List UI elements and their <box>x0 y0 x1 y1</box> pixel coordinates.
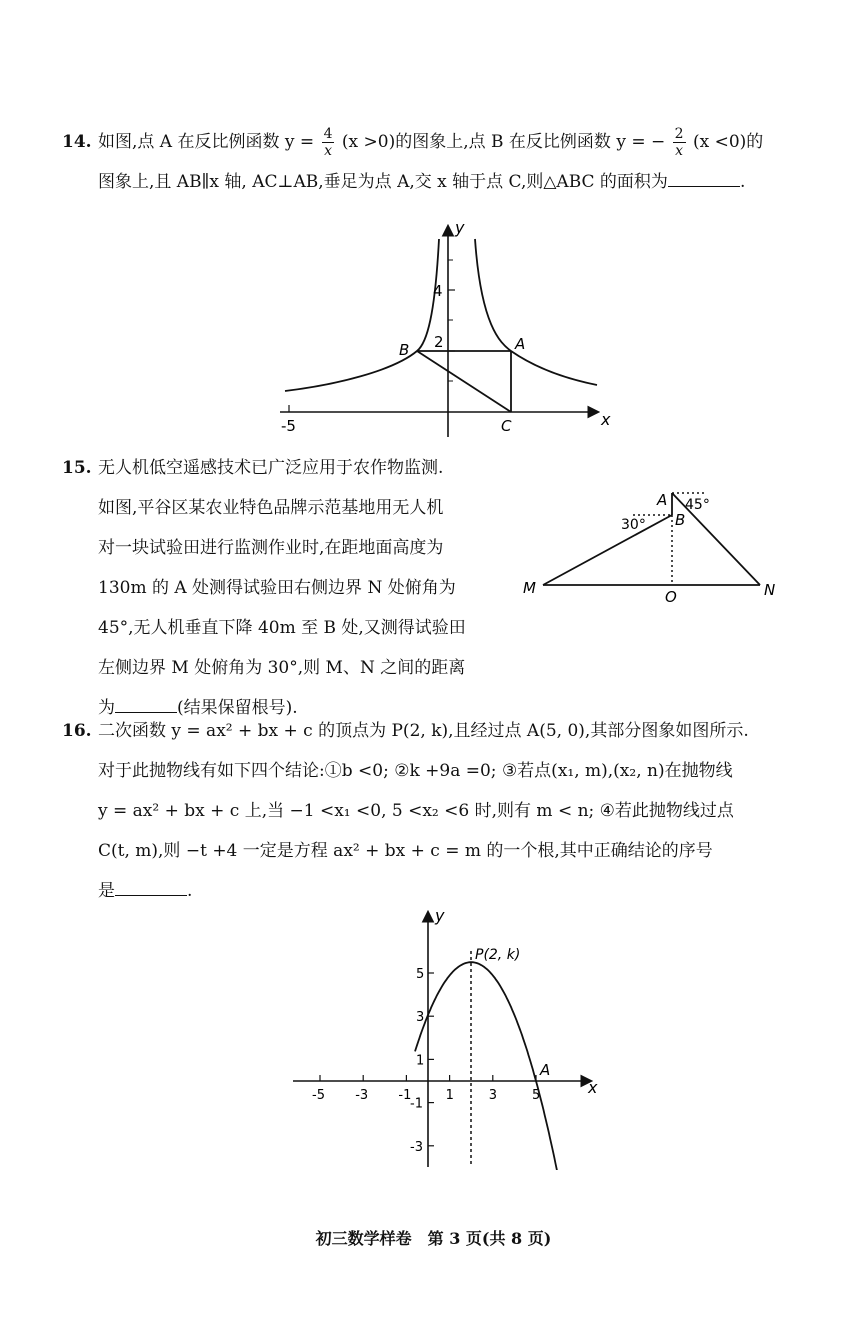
q14-point-A: A <box>515 335 526 353</box>
q15-label-N: N <box>764 581 776 599</box>
q16-text-5b: . <box>187 881 193 901</box>
q16-number: 16. <box>62 721 92 741</box>
q15-line-BM <box>543 515 672 585</box>
q15-label-B: B <box>675 511 686 529</box>
q15-line-1 <box>62 448 532 488</box>
q16-x-label: x <box>588 1078 598 1097</box>
q16-x-tick-label: -1 <box>398 1088 412 1103</box>
q16-parabola <box>415 962 558 1170</box>
question-16 <box>62 711 822 911</box>
q14-frac1-numerator: 4 <box>323 126 333 142</box>
q16-y-tick-label: 1 <box>416 1053 425 1069</box>
q15-line-4: 130m 的 A 处测得试验田右侧边界 N 处俯角为 <box>98 578 456 598</box>
q14-point-B: B <box>399 341 410 359</box>
q14-frac2-denominator: x <box>675 143 684 159</box>
q14-label-neg5: -5 <box>281 417 296 435</box>
question-14 <box>62 122 822 202</box>
q15-line-2: 如图,平谷区某农业特色品牌示范基地用无人机 <box>98 498 444 518</box>
q16-y-tick-label: -3 <box>410 1139 423 1155</box>
q15-line-5: 45°,无人机垂直下降 40m 至 B 处,又测得试验田 <box>98 618 466 638</box>
q14-y-label: y <box>455 218 465 237</box>
q14-fraction-4-over-x <box>322 126 335 159</box>
q15-label-O: O <box>665 588 677 606</box>
q14-line-1 <box>62 122 822 162</box>
q16-x-tick-label: -5 <box>312 1088 325 1103</box>
q16-line-2: 对于此抛物线有如下四个结论:①b <0; ②k +9a =0; ③若点(x₁, m),(x₂, n)在抛物线 <box>98 761 733 781</box>
q15-number: 15. <box>62 458 92 478</box>
q15-text-last-b: (结果保留根号). <box>177 698 298 718</box>
q15-label-angle45: 45° <box>685 497 710 513</box>
q14-label-4: 4 <box>433 282 443 300</box>
q16-vertex-label: P(2, k) <box>475 947 521 963</box>
q14-frac1-denominator: x <box>324 143 332 159</box>
q16-line-4: C(t, m),则 −t +4 一定是方程 ax² + bx + c = m 的一个根,其中正确结论的序号 <box>98 841 713 861</box>
q14-point-C: C <box>501 417 512 435</box>
q15-answer-blank <box>115 692 177 713</box>
q14-fraction-2-over-x <box>673 126 686 159</box>
q15-label-M: M <box>523 579 536 597</box>
q16-y-tick-label: 3 <box>416 1010 425 1026</box>
q15-text-1: 无人机低空遥感技术已广泛应用于农作物监测. <box>98 458 444 478</box>
page-footer: 初三数学样卷 第 3 页(共 8 页) <box>315 1229 552 1248</box>
q14-x-label: x <box>601 410 611 429</box>
q14-number: 14. <box>62 132 92 152</box>
q16-y-label: y <box>435 906 445 925</box>
q15-text-last-a: 为 <box>98 698 115 718</box>
q14-period: . <box>739 172 746 192</box>
q16-y-tick-label: -1 <box>410 1096 423 1112</box>
q16-x-tick-label: 3 <box>488 1088 498 1103</box>
q14-text-2: 图象上,且 AB∥x 轴, AC⊥AB,垂足为点 A,交 x 轴于点 C,则△ABC 的面积为 <box>98 172 668 192</box>
q14-frac2-numerator: 2 <box>674 126 684 142</box>
q15-figure <box>515 485 785 610</box>
q16-graph <box>285 905 605 1170</box>
q16-x-tick-label: -3 <box>355 1088 369 1103</box>
q16-line-3: y = ax² + bx + c 上,当 −1 <x₁ <0, 5 <x₂ <6 时,则有 m < n; ④若此抛物线过点 <box>98 801 734 821</box>
q16-x-tick-label: 5 <box>532 1088 541 1103</box>
q16-line-1 <box>62 711 822 751</box>
q15-label-angle30: 30° <box>621 517 646 533</box>
q16-answer-blank <box>115 875 187 896</box>
q14-graph <box>275 215 615 440</box>
q14-segment-BC <box>417 351 511 412</box>
q15-line-3: 对一块试验田进行监测作业时,在距地面高度为 <box>98 538 444 558</box>
q14-answer-blank <box>668 166 740 187</box>
q16-text-5a: 是 <box>98 881 115 901</box>
q14-label-2: 2 <box>434 333 444 351</box>
q14-line-2 <box>62 162 822 202</box>
q15-label-A: A <box>657 491 668 509</box>
question-15 <box>62 448 532 728</box>
q14-curve-y-4-over-x <box>475 239 597 385</box>
q16-text-1: 二次函数 y = ax² + bx + c 的顶点为 P(2, k),且经过点 A(5, 0),其部分图象如图所示. <box>98 721 749 741</box>
q14-text-1a: 如图,点 A 在反比例函数 y = <box>98 132 315 152</box>
q14-text-1b: (x >0)的图象上,点 B 在反比例函数 y = − <box>341 132 666 152</box>
q16-x-tick-label: 1 <box>445 1088 454 1103</box>
q16-y-ticks <box>410 967 434 1155</box>
q16-y-tick-label: 5 <box>416 967 425 982</box>
q16-x-ticks <box>312 1075 540 1103</box>
q16-point-A: A <box>540 1061 551 1079</box>
q15-line-6: 左侧边界 M 处俯角为 30°,则 M、N 之间的距离 <box>98 658 466 678</box>
q14-curve-y-neg2-over-x <box>285 239 439 391</box>
q14-text-1c: (x <0)的 <box>692 132 764 152</box>
